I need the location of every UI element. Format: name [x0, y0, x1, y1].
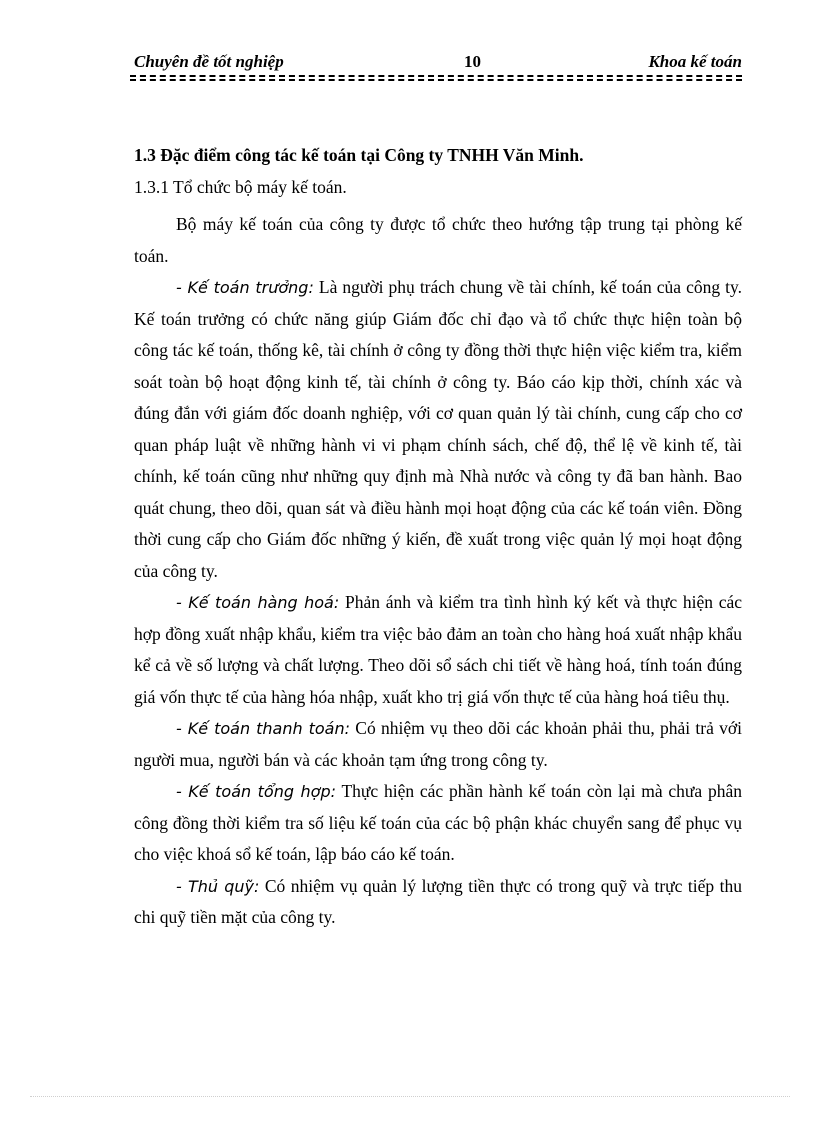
document-body [134, 140, 742, 934]
role-label: - Kế toán tổng hợp: [176, 782, 336, 801]
paragraph-treasurer [134, 871, 742, 934]
role-description: Phản ánh và kiểm tra tình hình ký kết và thực hiện các hợp đồng xuất nhập khẩu, kiểm tra việc bảo đảm an toàn cho hàng hoá xuất nhập khẩu kể cả về số lượng và chất lượng. Theo dõi sổ sách chi tiết về hàng hoá, tính toán đúng giá vốn thực tế của hàng hóa nhập, xuất kho trị giá vốn thực tế của hàng hoá tiêu thụ. [134, 592, 742, 707]
header-page-number: 10 [464, 52, 481, 71]
header-divider-secondary [130, 79, 742, 81]
paragraph-payment-accountant [134, 713, 742, 776]
subsection-title: 1.3.1 Tổ chức bộ máy kế toán. [134, 176, 347, 197]
role-description: Là người phụ trách chung về tài chính, kế toán của công ty. Kế toán trưởng có chức năng giúp Giám đốc chỉ đạo và tổ chức thực hiện toàn bộ công tác kế toán, thống kê, tài chính ở công ty đồng thời thực hiện việc kiểm tra, kiểm soát toàn bộ hoạt động kinh tế, tài chính ở công ty. Báo cáo kịp thời, chính xác và đúng đắn với giám đốc doanh nghiệp, với cơ quan quản lý tài chính, cung cấp cho cơ quan pháp luật về những hành vi vi phạm chính sách, chế độ, thể lệ về kinh tế, tài chính, kế toán cũng như những quy định mà Nhà nước và công ty đã ban hành. Bao quát chung, theo dõi, quan sát và điều hành mọi hoạt động của các kế toán viên. Đồng thời cung cấp cho Giám đốc những ý kiến, đề xuất trong việc quản lý mọi hoạt động của công ty. [134, 277, 742, 581]
section-title: 1.3 Đặc điểm công tác kế toán tại Công ty TNHH Văn Minh. [134, 145, 584, 165]
header-document-type: Chuyên đề tốt nghiệp [134, 52, 284, 71]
paragraph-goods-accountant [134, 587, 742, 713]
intro-paragraph: Bộ máy kế toán của công ty được tổ chức theo hướng tập trung tại phòng kế toán. [134, 214, 742, 266]
role-label: - Kế toán thanh toán: [176, 719, 351, 738]
page-bottom-divider [30, 1096, 790, 1097]
header-divider [130, 75, 742, 77]
paragraph-chief-accountant [134, 272, 742, 587]
role-label: - Thủ quỹ: [176, 876, 260, 896]
paragraph-general-accountant [134, 776, 742, 871]
role-description: Có nhiệm vụ quản lý lượng tiền thực có trong quỹ và trực tiếp thu chi quỹ tiền mặt của công ty. [134, 875, 742, 927]
role-description: Có nhiệm vụ theo dõi các khoản phải thu, phải trả với người mua, người bán và các khoản tạm ứng trong công ty. [134, 718, 743, 770]
role-label: - Kế toán trưởng: [176, 278, 314, 297]
role-label: - Kế toán hàng hoá: [176, 593, 340, 612]
role-description: Thực hiện các phần hành kế toán còn lại mà chưa phân công đồng thời kiểm tra số liệu kế toán của các bộ phận khác chuyển sang để phục vụ cho việc khoá sổ kế toán, lập báo cáo kế toán. [134, 781, 742, 864]
header-department: Khoa kế toán [648, 52, 742, 71]
